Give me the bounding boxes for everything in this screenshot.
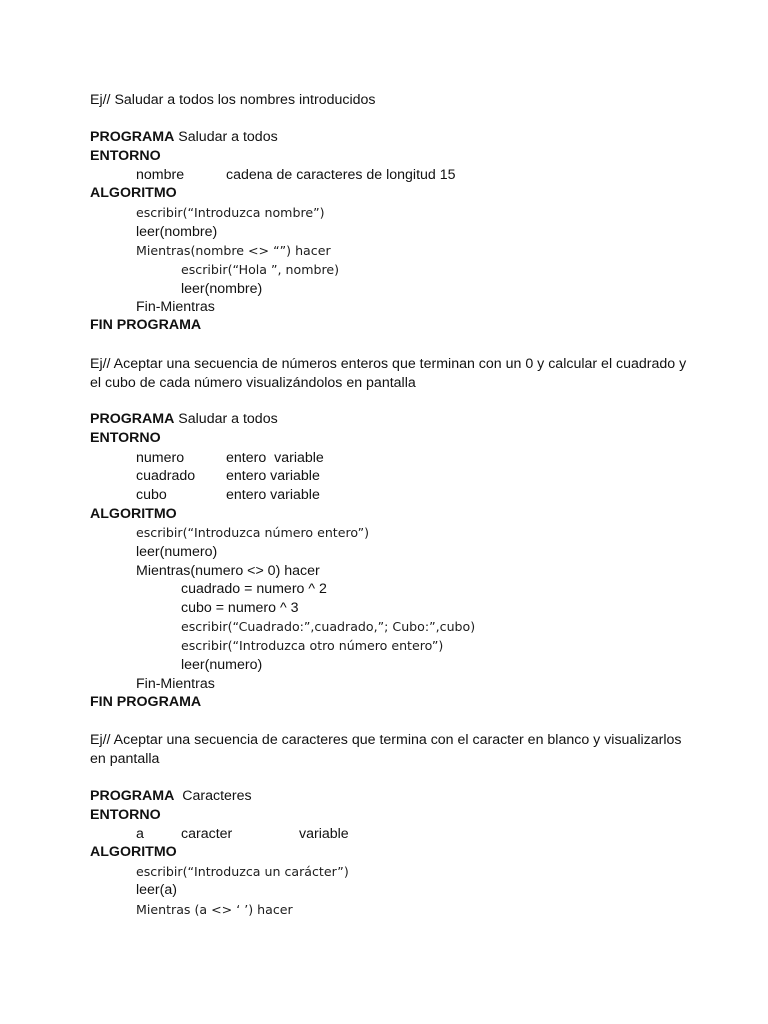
example2-title-line1: Ej// Aceptar una secuencia de números enteros que terminan con un 0 y calcular el cuadrado y: [90, 356, 687, 372]
example2-programa-line: [90, 410, 278, 428]
code-line: escribir(“Cuadrado:”,cuadrado,”; Cubo:”,cubo): [181, 619, 476, 634]
code-line: escribir(“Introduzca un carácter”): [136, 864, 349, 879]
example2-title-line2: el cubo de cada número visualizándolos en pantalla: [90, 375, 416, 391]
programa-keyword: PROGRAMA: [90, 129, 175, 145]
var-type: entero variable: [226, 468, 320, 484]
var-kind: variable: [299, 826, 349, 842]
code-line: escribir(“Hola ”, nombre): [181, 262, 340, 277]
var-type: cadena de caracteres de longitud 15: [226, 167, 456, 183]
var-name: a: [136, 826, 144, 842]
var-type: entero variable: [226, 450, 324, 466]
code-line: escribir(“Introduzca nombre”): [136, 205, 325, 220]
program-name: Saludar a todos: [178, 129, 278, 145]
code-line: Mientras(numero <> 0) hacer: [136, 563, 320, 579]
code-line: Mientras (a <> ‘ ’) hacer: [136, 902, 293, 917]
var-name: nombre: [136, 167, 185, 183]
program-name: Saludar a todos: [178, 411, 278, 427]
var-name: numero: [136, 450, 185, 466]
code-line: leer(numero): [136, 544, 218, 560]
code-line: Mientras(nombre <> “”) hacer: [136, 243, 331, 258]
var-type: entero variable: [226, 487, 320, 503]
programa-keyword: PROGRAMA: [90, 788, 175, 804]
entorno-heading: ENTORNO: [90, 807, 161, 823]
code-line: cubo = numero ^ 3: [181, 600, 299, 616]
code-line: Fin-Mientras: [136, 676, 215, 692]
entorno-heading: ENTORNO: [90, 430, 161, 446]
algoritmo-heading: ALGORITMO: [90, 185, 177, 201]
code-line: escribir(“Introduzca otro número entero”): [181, 638, 444, 653]
example1-title: Ej// Saludar a todos los nombres introducidos: [90, 92, 376, 108]
code-line: cuadrado = numero ^ 2: [181, 581, 327, 597]
example1-programa-line: [90, 128, 278, 146]
fin-programa: FIN PROGRAMA: [90, 317, 202, 333]
algoritmo-heading: ALGORITMO: [90, 506, 177, 522]
example3-title-line1: Ej// Aceptar una secuencia de caracteres que termina con el caracter en blanco y visualizarlos: [90, 732, 682, 748]
example3-title-line2: en pantalla: [90, 751, 160, 767]
code-line: leer(nombre): [181, 281, 263, 297]
code-line: leer(numero): [181, 657, 263, 673]
fin-programa: FIN PROGRAMA: [90, 694, 202, 710]
example3-programa-line: [90, 787, 252, 805]
var-name: cuadrado: [136, 468, 196, 484]
program-name: Caracteres: [182, 788, 252, 804]
code-line: escribir(“Introduzca número entero”): [136, 525, 370, 540]
programa-keyword: PROGRAMA: [90, 411, 175, 427]
code-line: leer(nombre): [136, 224, 218, 240]
var-name: cubo: [136, 487, 167, 503]
var-type: caracter: [181, 826, 233, 842]
code-line: Fin-Mientras: [136, 299, 215, 315]
code-line: leer(a): [136, 882, 177, 898]
entorno-heading: ENTORNO: [90, 148, 161, 164]
algoritmo-heading: ALGORITMO: [90, 844, 177, 860]
